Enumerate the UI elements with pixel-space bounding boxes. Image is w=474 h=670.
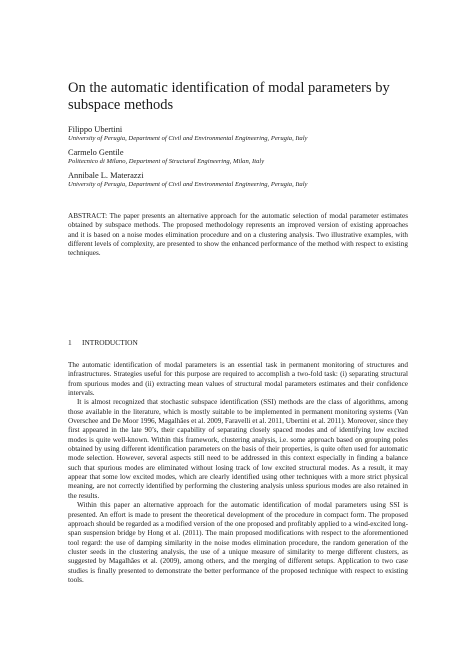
author-3 bbox=[68, 171, 448, 189]
author-2 bbox=[68, 148, 448, 166]
author-affiliation: University of Perugia, Department of Civil and Environmental Engineering, Perugia, Italy bbox=[68, 181, 308, 188]
author-affiliation: Politecnico di Milano, Department of Structural Engineering, Milan, Italy bbox=[68, 158, 265, 165]
paragraph: Within this paper an alternative approach for the automatic identification of modal parameters using SSI is presented. An effort is made to present the theoretical development of the procedure in compact form. The proposed approach should be regarded as a modified version of the one proposed and profitably applied to a wind-excited long-span suspension bridge by Hong et al. (2011). The main proposed modifications with respect to the aforementioned tool regard: the use of damping similarity in the noise modes elimination procedure, the random generation of the cluster seeds in the clustering analysis, the use of a unique measure of similarity to merge different clusters, as suggested by Magalhães et al. (2009), among others, and the merging of different setups. Application to two case studies is finally presented to demonstrate the better performance of the proposed technique with respect to existing tools. bbox=[68, 501, 408, 584]
section-title: INTRODUCTION bbox=[82, 338, 138, 347]
section-number: 1 bbox=[68, 338, 72, 347]
author-name: Carmelo Gentile bbox=[68, 148, 124, 157]
paragraph: The automatic identification of modal parameters is an essential task in permanent monitoring of structures and infrastructures. Strategies useful for this purpose are required to accomplish a two-fold task: (i) separating structural from spurious modes and (ii) extracting mean values of structural modal parameters estimates and their confidence intervals. bbox=[68, 361, 408, 398]
introduction-body bbox=[68, 361, 408, 585]
author-name: Filippo Ubertini bbox=[68, 125, 123, 134]
author-1 bbox=[68, 125, 448, 143]
section-heading-introduction bbox=[68, 338, 138, 347]
paragraph: It is almost recognized that stochastic subspace identification (SSI) methods are the class of algorithms, among those available in the literature, which is mostly suitable to be implemented in permanent monitoring systems (Van Overschee and De Moor 1996, Magalhães et al. 2009, Faravelli et al. 2011, Ubertini et al. 2011). Moreover, since they first appeared in the late 90’s, their capability of separating closely spaced modes and of identifying low excited modes is quite well-known. Within this framework, clustering analysis, i.e. some approach based on grouping poles obtained by using different identification parameters on the basis of their properties, is quite often used for automatic mode selection. However, several aspects still need to be addressed in this context especially in finding a balance such that spurious modes are eliminated without losing track of low excited structural modes. As a result, it may appear that some low excited modes, which are clearly identified using other techniques with a more strict physical meaning, are not correctly identified by performing the clustering analysis unless spurious modes are also retained in the results. bbox=[68, 398, 408, 500]
paper-title: On the automatic identification of modal parameters by subspace methods bbox=[68, 80, 390, 113]
abstract: ABSTRACT: The paper presents an alternative approach for the automatic selection of modal parameter estimates obtained by subspace methods. The proposed methodology represents an improved version of existing approaches and it is based on a noise modes elimination procedure and on a clustering analysis. Two illustrative examples, with different levels of complexity, are presented to show the enhanced performance of the method with respect to existing techniques. bbox=[68, 212, 408, 258]
author-affiliation: University of Perugia, Department of Civil and Environmental Engineering, Perugia, Italy bbox=[68, 135, 308, 142]
author-name: Annibale L. Materazzi bbox=[68, 171, 144, 180]
